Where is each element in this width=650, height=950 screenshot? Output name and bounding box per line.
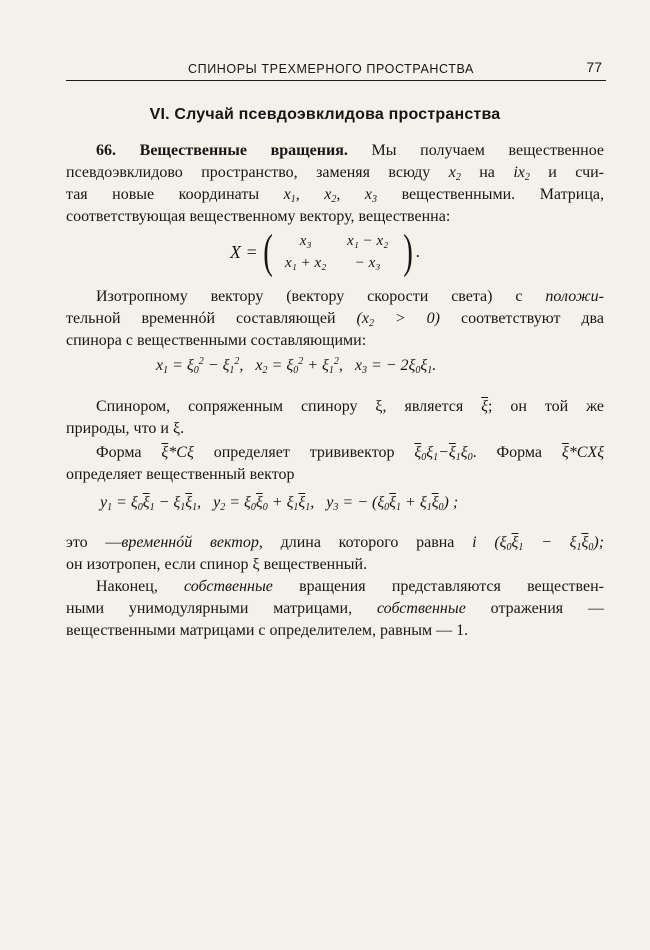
page-header <box>66 56 606 81</box>
para66-number: 66. Вещественные вращения. <box>96 142 348 159</box>
equation-x-components: $x_1 = \xi_0^2 - \xi_1^2$, $x_2 = \xi_0^2 + \xi_1^2$, $x_3$ = − $2\xi_0\xi_1$. <box>156 356 437 376</box>
inline-formula: $\overline{\xi}$ <box>481 398 489 415</box>
final-line2: ными унимодулярными матрицами, собственные отражения — <box>66 600 605 617</box>
inline-formula: $\overline{\xi}*CX\xi$ <box>561 444 605 461</box>
matrix-cell: x₁ − x₂ <box>346 232 389 249</box>
matrix-cell: x₁ + x₂ <box>284 254 327 271</box>
para66-line2: псевдоэвклидово пространство, заменяя всюду $x_2$ на $ix_2$ и счи- <box>66 164 604 183</box>
conj-line1: Спинором, сопряженным спинору ξ, является $\overline{\xi}$; он той же <box>96 398 605 415</box>
time-line2: он изотропен, если спинор ξ вещественный. <box>66 556 368 573</box>
inline-formula: $x_2$ <box>448 164 461 183</box>
right-paren: ) <box>402 225 413 278</box>
iso-line3: спинора с вещественными составляющими: <box>66 332 367 349</box>
inline-formula: $\overline{\xi}*C\xi$ <box>161 444 194 461</box>
matrix-cell: x₃ <box>299 232 312 249</box>
iso-line2: тельной временнóй составляющей $(x_2 > 0)$ соответствуют два <box>66 310 604 329</box>
para66-line4: соответствующая вещественному вектору, вещественна: <box>66 208 451 225</box>
inline-formula: $ix_2$ <box>513 164 530 183</box>
para66-line1: 66. Вещественные вращения. Мы получаем вещественное <box>96 142 604 159</box>
time-line1: это —временнóй вектор, длина которого равна i $(\xi_0\overline{\xi}_1 - \xi_1\overline{\xi}_0)$; <box>66 534 605 553</box>
matrix-grid <box>276 230 400 274</box>
page-number: 77 <box>586 59 602 75</box>
conj-line2: природы, что и ξ. <box>66 420 185 437</box>
equation-y-components: $y_1 = \xi_0\overline{\xi}_1 - \xi_1\overline{\xi}_1$, $y_2 = \xi_0\overline{\xi}_0 + \xi_1\overline{\xi}_1$, $y_3$ = − $(\xi_0\overline{\xi}_1 + \xi_1\overline{\xi}_0)$ ; <box>100 494 459 513</box>
iso-line1: Изотропному вектору (вектору скорости света) с положи- <box>96 288 605 305</box>
inline-formula: $(x_2 > 0)$ <box>356 310 440 329</box>
section-heading: VI. Случай псевдоэвклидова пространства <box>149 106 501 123</box>
final-line3: вещественными матрицами с определителем, равным — 1. <box>66 622 469 639</box>
left-paren: ( <box>262 225 273 278</box>
running-head: СПИНОРЫ ТРЕХМЕРНОГО ПРОСТРАНСТВА <box>188 62 474 76</box>
inline-formula: i $(\xi_0\overline{\xi}_1 - \xi_1\overline{\xi}_0)$; <box>472 534 605 553</box>
form-line1: Форма $\overline{\xi}*C\xi$ определяет трививектор $\overline{\xi}_0\xi_1-\overline{\xi}_1\xi_0$. Форма $\overline{\xi}*CX\xi$ <box>96 444 605 463</box>
inline-formula: $x_1$, $x_2$, $x_3$ <box>283 186 378 205</box>
form-line2: определяет вещественный вектор <box>66 466 295 483</box>
para66-line3: тая новые координаты $x_1$, $x_2$, $x_3$ вещественными. Матрица, <box>66 186 605 205</box>
final-line1: Наконец, собственные вращения представляются веществен- <box>96 578 604 595</box>
inline-formula: $\overline{\xi}_0\xi_1-\overline{\xi}_1\xi_0$ <box>414 444 473 463</box>
matrix-lhs: X = <box>230 241 258 262</box>
matrix-equation: X = ( x₃ x₁ − x₂ x₁ + x₂ − x₃ ) . <box>230 225 420 278</box>
matrix-cell: − x₃ <box>354 254 381 271</box>
